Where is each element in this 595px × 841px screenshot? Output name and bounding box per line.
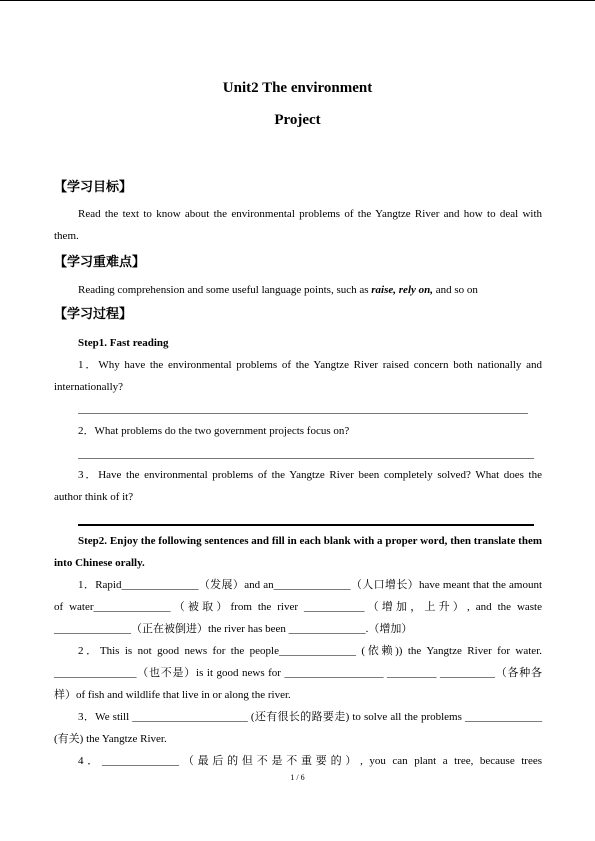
step1-heading-text: Step1. Fast reading [78,337,169,349]
step1-heading [54,332,542,354]
sentence-1: 1．Rapid______________（发展）and an______________（人口增长）have meant that the amount of water______________（被取）from the river ___________（增加，上升）, and the waste ______________（正在被倒进）the river has been ______________.（增加） [54,579,542,635]
answer-line-3[interactable] [78,524,534,526]
section-heading-process: 【学习过程】 [54,307,133,322]
key-text [54,279,542,301]
document-title: Unit2 The environment [222,80,373,96]
answer-line-2[interactable] [78,458,534,459]
answer-line-1[interactable] [78,413,528,414]
question-3: 3．Have the environmental problems of the Yangtze River been completely solved? What does the author think of it? [54,469,542,503]
step2-heading [54,530,542,574]
key-text-part2: and so on [433,284,478,296]
question-2: 2．What problems do the two government projects focus on? [78,425,350,437]
section-heading-key-label: 【学习重难点】 [54,255,146,270]
section-heading-goal: 【学习目标】 [54,180,133,195]
sentence-2: 2．This is not good news for the people______________ (依赖)) the Yangtze River for water. _______________（也不是）is it good news for __________________ _________ __________（各种各样）of fish and wildlife that live in or along the river. [54,645,542,701]
step2-heading-text: Step2. Enjoy the following sentences and fill in each blank with a proper word, then translate them into Chinese orally. [54,535,542,569]
goal-text: Read the text to know about the environmental problems of the Yangtze River and how to deal with them. [54,208,542,242]
key-text-emphasis: raise, rely on, [371,284,434,296]
sentence-4: 4．______________（最后的但不是不重要的）, you can plant a tree, because trees [78,755,542,767]
sentence-3: 3．We still _____________________ (还有很长的路要走) to solve all the problems ______________ (有关) the Yangtze River. [54,711,542,745]
section-heading-key [54,251,145,270]
page-number: 1 / 6 [290,773,305,782]
document-subtitle: Project [274,112,321,128]
question-1: 1．Why have the environmental problems of the Yangtze River raised concern both nationally and internationally? [54,359,542,393]
key-text-part1: Reading comprehension and some useful language points, such as [78,284,372,296]
